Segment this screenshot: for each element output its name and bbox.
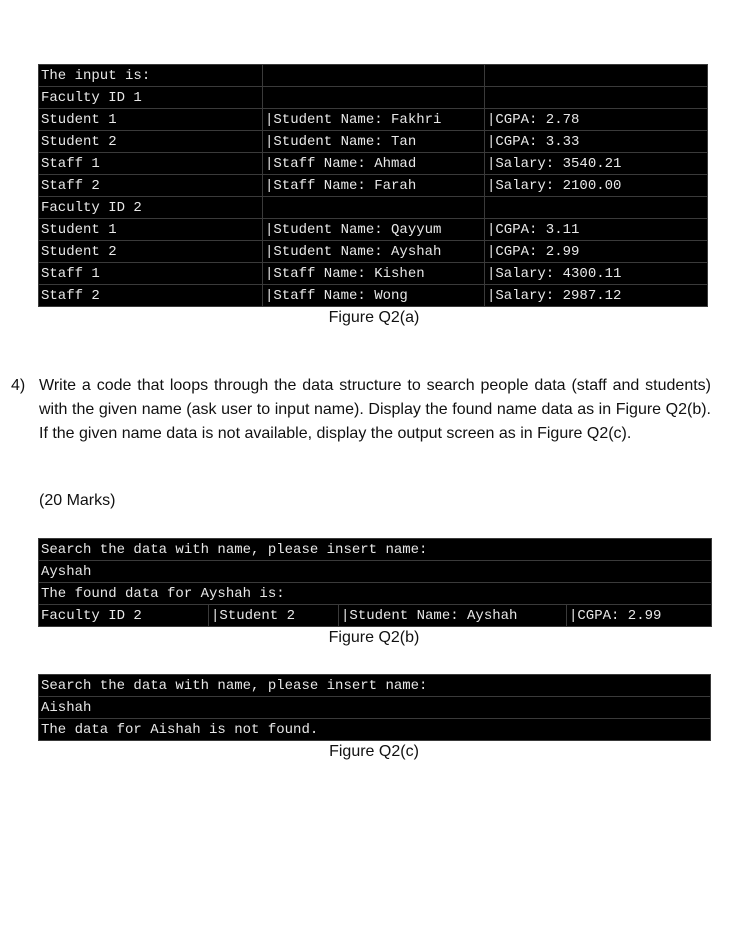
console-cell: |Student Name: Fakhri [263, 109, 485, 131]
console-row [39, 87, 708, 109]
question-4 [11, 374, 711, 446]
result-cell: Faculty ID 2 [39, 605, 209, 627]
console-row [39, 263, 708, 285]
console-cell: |Salary: 2100.00 [485, 175, 708, 197]
console-cell: |Salary: 2987.12 [485, 285, 708, 307]
result-row [39, 605, 712, 627]
console-cell: |Salary: 3540.21 [485, 153, 708, 175]
console-cell [263, 87, 485, 109]
console-cell: Staff 1 [39, 153, 263, 175]
console-cell: Faculty ID 2 [39, 197, 263, 219]
console-cell: Staff 2 [39, 175, 263, 197]
console-line: Search the data with name, please insert name: [39, 539, 712, 561]
console-cell: |Staff Name: Farah [263, 175, 485, 197]
question-text: Write a code that loops through the data structure to search people data (staff and students) with the given name (ask user to input name). Display the found name data as in Figure Q2(b). If the given name data is not available, display the output screen as in Figure Q2(c). [39, 377, 711, 442]
console-row [39, 197, 708, 219]
console-cell: |Salary: 4300.11 [485, 263, 708, 285]
console-cell: |Student Name: Tan [263, 131, 485, 153]
console-cell [263, 65, 485, 87]
console-row [39, 65, 708, 87]
console-line: Ayshah [39, 561, 712, 583]
figure-q2b-caption: Figure Q2(b) [328, 629, 420, 646]
console-cell: Student 1 [39, 109, 263, 131]
console-cell: |Student Name: Ayshah [263, 241, 485, 263]
console-cell: |Staff Name: Wong [263, 285, 485, 307]
result-cell: |Student 2 [209, 605, 339, 627]
console-cell: |CGPA: 2.99 [485, 241, 708, 263]
console-row [39, 153, 708, 175]
console-cell: |CGPA: 3.33 [485, 131, 708, 153]
figure-q2b-console [38, 538, 712, 627]
console-row [39, 175, 708, 197]
console-line: Search the data with name, please insert name: [39, 675, 711, 697]
console-row [39, 109, 708, 131]
figure-q2c-console [38, 674, 711, 741]
console-cell: Staff 2 [39, 285, 263, 307]
console-row [39, 241, 708, 263]
console-cell: |Student Name: Qayyum [263, 219, 485, 241]
result-cell: |Student Name: Ayshah [339, 605, 567, 627]
console-cell: Staff 1 [39, 263, 263, 285]
console-cell [485, 87, 708, 109]
figure-q2a-caption: Figure Q2(a) [328, 309, 420, 326]
console-cell: Student 2 [39, 241, 263, 263]
console-cell: The input is: [39, 65, 263, 87]
console-cell [263, 197, 485, 219]
question-marks: (20 Marks) [39, 492, 116, 509]
figure-q2c-caption: Figure Q2(c) [329, 743, 419, 760]
console-cell: Student 1 [39, 219, 263, 241]
console-row [39, 285, 708, 307]
console-line: Aishah [39, 697, 711, 719]
result-cell: |CGPA: 2.99 [567, 605, 712, 627]
console-row [39, 219, 708, 241]
figure-q2a-console [38, 64, 708, 307]
console-cell: Faculty ID 1 [39, 87, 263, 109]
console-cell: Student 2 [39, 131, 263, 153]
console-line: The data for Aishah is not found. [39, 719, 711, 741]
console-line: The found data for Ayshah is: [39, 583, 712, 605]
console-cell: |Staff Name: Kishen [263, 263, 485, 285]
console-cell: |Staff Name: Ahmad [263, 153, 485, 175]
console-cell: |CGPA: 3.11 [485, 219, 708, 241]
console-row [39, 131, 708, 153]
question-number: 4) [11, 377, 26, 394]
console-cell [485, 197, 708, 219]
console-cell: |CGPA: 2.78 [485, 109, 708, 131]
console-cell [485, 65, 708, 87]
